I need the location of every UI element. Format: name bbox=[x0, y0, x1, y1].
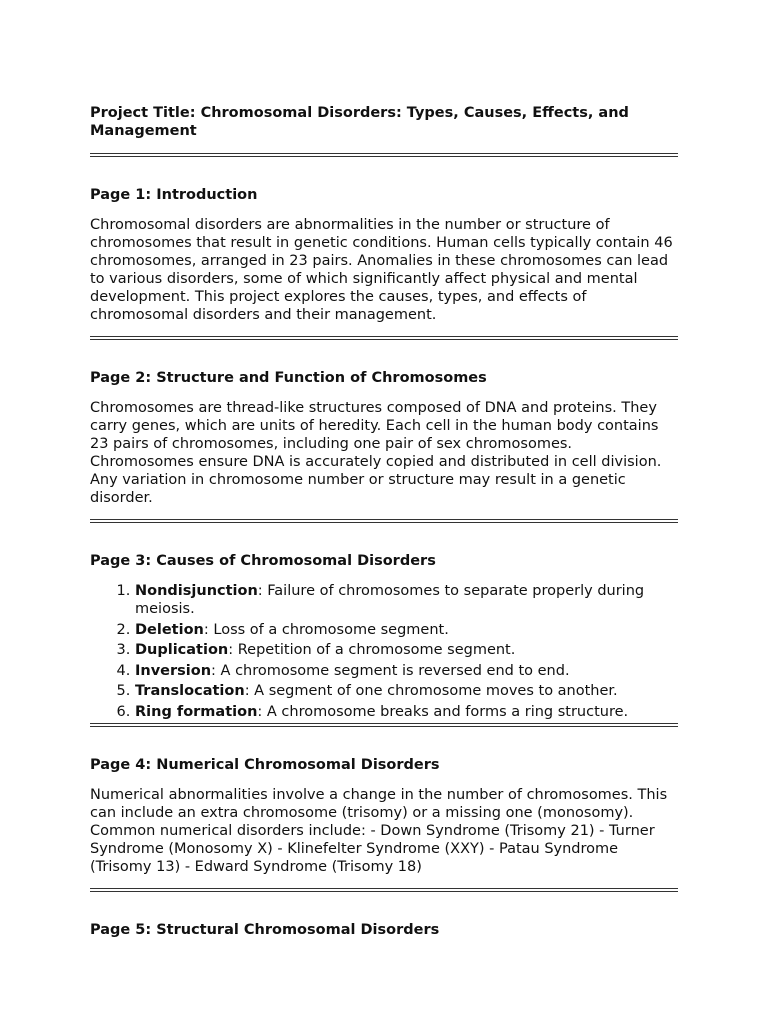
divider bbox=[90, 336, 678, 340]
list-item bbox=[135, 682, 680, 700]
section-heading-numerical: Page 4: Numerical Chromosomal Disorders bbox=[90, 757, 440, 773]
list-item-term: Inversion bbox=[135, 662, 212, 679]
list-item bbox=[135, 641, 680, 659]
project-title: Project Title: Chromosomal Disorders: Types, Causes, Effects, and Management bbox=[90, 105, 629, 139]
list-item bbox=[135, 703, 680, 721]
divider bbox=[90, 888, 678, 892]
section-heading-introduction: Page 1: Introduction bbox=[90, 187, 258, 203]
list-item-term: Nondisjunction bbox=[135, 583, 258, 599]
section-heading-structure: Page 2: Structure and Function of Chromosomes bbox=[90, 370, 487, 386]
section-heading-causes: Page 3: Causes of Chromosomal Disorders bbox=[90, 553, 436, 569]
list-item-desc: : A chromosome segment is reversed end to end. bbox=[211, 662, 570, 679]
section-body-structure: Chromosomes are thread-like structures composed of DNA and proteins. They carry genes, which are units of heredity. Each cell in the human body contains 23 pairs of chromosomes, including one pair of sex chromosomes. Chromosomes ensure DNA is accurately copied and distributed in cell division. Any variation in chromosome number or structure may result in a genetic disorder. bbox=[90, 400, 662, 506]
divider bbox=[90, 153, 678, 157]
list-item-desc: : A segment of one chromosome moves to another. bbox=[244, 683, 618, 699]
list-item bbox=[135, 582, 680, 618]
list-item-desc: : Loss of a chromosome segment. bbox=[203, 621, 449, 638]
list-item-desc: : Failure of chromosomes to separate properly during meiosis. bbox=[135, 583, 645, 617]
list-item-desc: : Repetition of a chromosome segment. bbox=[228, 642, 516, 658]
list-item bbox=[135, 662, 680, 680]
section-heading-structural: Page 5: Structural Chromosomal Disorders bbox=[90, 922, 440, 938]
section-body-introduction: Chromosomal disorders are abnormalities in the number or structure of chromosomes that result in genetic conditions. Human cells typically contain 46 chromosomes, arranged in 23 pairs. Anomalies in these chromosomes can lead to various disorders, some of which significantly affect physical and mental development. This project explores the causes, types, and effects of chromosomal disorders and their management. bbox=[90, 217, 673, 323]
divider bbox=[90, 723, 678, 727]
list-item-term: Deletion bbox=[135, 621, 204, 638]
section-body-numerical: Numerical abnormalities involve a change in the number of chromosomes. This can include an extra chromosome (trisomy) or a missing one (monosomy). Common numerical disorders include: - Down Syndrome (Trisomy 21) - Turner Syndrome (Monosomy X) - Klinefelter Syndrome (XXY) - Patau Syndrome (Trisomy 13) - Edward Syndrome (Trisomy 18) bbox=[90, 787, 668, 875]
document-page bbox=[90, 104, 680, 939]
divider bbox=[90, 519, 678, 523]
list-item-term: Translocation bbox=[135, 683, 245, 699]
list-item bbox=[135, 621, 680, 639]
list-item-term: Ring formation bbox=[135, 703, 258, 720]
list-item-term: Duplication bbox=[135, 642, 229, 658]
causes-list bbox=[90, 582, 680, 721]
list-item-desc: : A chromosome breaks and forms a ring structure. bbox=[257, 703, 629, 720]
